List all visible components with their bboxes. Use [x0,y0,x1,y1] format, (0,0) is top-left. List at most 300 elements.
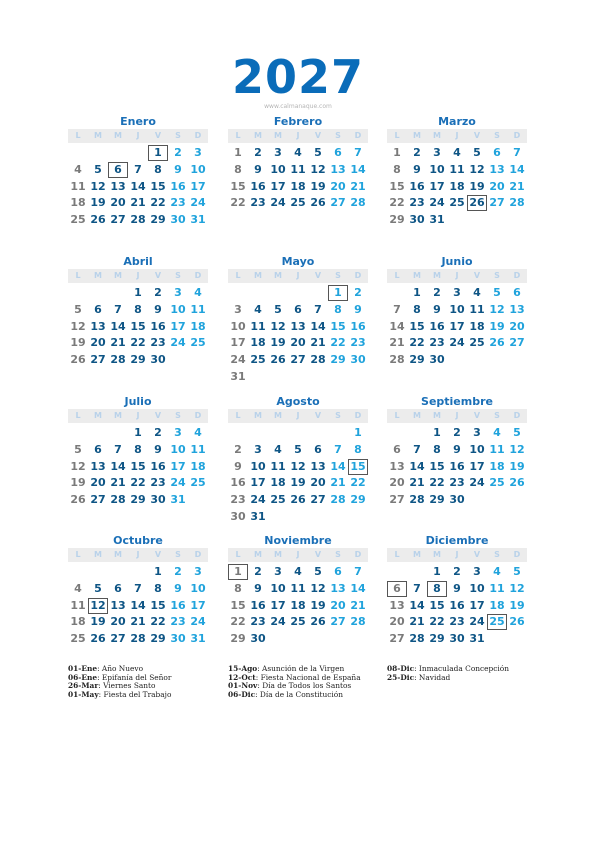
day-cell: 8 [433,442,441,456]
holiday-column [387,665,509,682]
day-cell: 28 [389,353,405,367]
weekday-label: L [75,550,81,559]
weekday-label: S [335,411,341,420]
day-cell: 13 [489,162,505,176]
day-cell: 14 [110,319,126,333]
day-cell: 15 [409,319,425,333]
day-cell: 17 [469,598,485,612]
day-cell: 28 [130,213,146,227]
day-cell: 13 [110,598,126,612]
weekday-label: J [136,411,140,420]
day-cell: 16 [250,598,266,612]
day-cell: 9 [254,162,262,176]
day-cell: 9 [453,581,461,595]
day-cell: 2 [254,146,262,159]
weekday-header [228,269,368,283]
day-cell: 30 [350,353,366,367]
day-cell: 2 [413,146,421,159]
day-cell: 8 [234,162,242,176]
day-cell: 30 [230,510,246,523]
holiday-name: Viernes Santo [103,681,156,691]
weekday-label: J [136,271,140,280]
month-block [68,534,208,674]
day-cell: 18 [190,459,206,473]
day-cell: 22 [389,196,405,210]
holiday-name: Epifanía del Señor [101,672,172,682]
weekday-label: M [413,550,421,559]
day-cell: 13 [330,162,346,176]
holiday-name: Inmaculada Concepción [418,664,509,673]
holiday-column [228,665,361,699]
day-cell: 2 [453,426,461,439]
day-cell: 7 [134,581,142,595]
day-cell: 2 [174,146,182,159]
day-cell: 31 [429,213,445,227]
day-cell: 5 [473,146,481,159]
day-cell: 20 [110,196,126,210]
day-cell: 18 [270,476,286,490]
day-cell: 10 [270,162,286,176]
day-cell: 15 [130,319,146,333]
day-cell: 23 [150,336,166,350]
weekday-label: L [394,271,400,280]
day-cell: 21 [409,476,425,490]
weekday-label: J [296,550,300,559]
weekday-label: J [455,550,459,559]
day-cell: 7 [114,302,122,316]
day-cell: 27 [509,336,525,350]
day-cell: 29 [409,353,425,367]
day-cell: 30 [150,493,166,507]
day-cell: 4 [493,565,501,578]
weekday-header [68,548,208,562]
weekday-header [68,409,208,423]
day-cell: 12 [509,581,525,595]
day-cell: 21 [130,615,146,629]
month-name: Julio [124,395,152,408]
day-cell: 14 [509,162,525,176]
day-cell: 22 [350,476,366,490]
weekday-label: S [175,550,181,559]
day-cell: 11 [70,179,86,193]
holiday-day-cell: 1 [148,145,168,161]
day-cell: 18 [70,196,86,210]
weekday-label: D [513,271,521,280]
weekday-label: S [335,131,341,140]
weekday-label: J [296,411,300,420]
day-cell: 6 [393,442,401,456]
weekday-label: L [235,271,241,280]
day-cell: 25 [70,632,86,646]
holiday-entry: 06-Ene: Epifanía del Señor [68,672,172,682]
day-cell: 6 [513,286,521,299]
month-block [228,534,368,674]
day-cell: 26 [90,213,106,227]
weekday-label: L [394,550,400,559]
weekday-header [387,129,527,143]
day-cell: 17 [270,179,286,193]
day-cell: 24 [250,493,266,507]
day-cell: 13 [389,459,405,473]
day-cell: 8 [154,581,162,595]
day-cell: 30 [170,213,186,227]
day-cell: 6 [114,581,122,595]
day-cell: 12 [489,302,505,316]
day-cell: 9 [234,459,242,473]
day-cell: 3 [453,286,461,299]
day-cell: 2 [433,286,441,299]
month-name: Enero [120,115,156,128]
day-cell: 26 [509,615,525,629]
day-cell: 20 [489,179,505,193]
holiday-day-cell: 25 [487,614,507,630]
day-cell: 11 [250,319,266,333]
day-cell: 26 [70,493,86,507]
day-cell: 5 [274,302,282,316]
day-cell: 3 [274,565,282,578]
holiday-date: 15-Ago [228,664,258,673]
day-cell: 22 [130,336,146,350]
day-cell: 30 [150,353,166,367]
day-cell: 3 [194,565,202,578]
weekday-label: M [254,550,262,559]
day-cell: 1 [234,146,242,159]
day-cell: 30 [409,213,425,227]
day-cell: 11 [270,459,286,473]
day-cell: 29 [429,632,445,646]
day-cell: 24 [429,196,445,210]
day-cell: 14 [110,459,126,473]
day-cell: 31 [230,370,246,383]
weekday-label: M [413,131,421,140]
weekday-label: V [314,411,322,420]
day-cell: 7 [354,565,362,578]
holiday-entry: 15-Ago: Asunción de la Virgen [228,664,345,673]
weekday-label: J [296,271,300,280]
weekday-label: D [354,411,362,420]
day-cell: 17 [449,319,465,333]
day-cell: 6 [94,442,102,456]
day-cell: 18 [290,598,306,612]
day-cell: 20 [330,598,346,612]
day-cell: 21 [110,336,126,350]
day-cell: 3 [174,286,182,299]
day-cell: 1 [134,286,142,299]
day-cell: 7 [393,302,401,316]
month-name: Agosto [276,395,320,408]
day-cell: 11 [290,581,306,595]
day-cell: 8 [134,442,142,456]
weekday-label: V [314,271,322,280]
day-cell: 1 [413,286,421,299]
day-cell: 26 [90,632,106,646]
day-cell: 19 [70,476,86,490]
weekday-label: J [136,550,140,559]
day-cell: 12 [90,179,106,193]
day-cell: 16 [170,179,186,193]
day-cell: 3 [473,565,481,578]
weekday-label: L [235,550,241,559]
weekday-label: D [354,131,362,140]
day-cell: 28 [350,615,366,629]
day-cell: 27 [110,632,126,646]
weekday-label: M [413,411,421,420]
day-cell: 27 [489,196,505,210]
day-cell: 17 [190,179,206,193]
day-cell: 17 [250,476,266,490]
day-cell: 9 [413,162,421,176]
day-cell: 22 [130,476,146,490]
day-cell: 29 [429,493,445,507]
day-cell: 29 [150,213,166,227]
day-cell: 10 [449,302,465,316]
day-cell: 12 [290,459,306,473]
day-cell: 6 [334,565,342,578]
day-cell: 10 [230,319,246,333]
day-cell: 22 [230,615,246,629]
day-cell: 23 [429,336,445,350]
day-cell: 24 [469,615,485,629]
day-cell: 29 [130,493,146,507]
day-cell: 21 [509,179,525,193]
weekday-header [387,269,527,283]
day-cell: 17 [469,459,485,473]
weekday-label: J [455,271,459,280]
day-cell: 11 [489,442,505,456]
day-cell: 25 [290,196,306,210]
weekday-header [228,548,368,562]
day-cell: 17 [429,179,445,193]
day-cell: 4 [194,286,202,299]
day-cell: 19 [290,476,306,490]
weekday-label: M [114,271,122,280]
weekday-label: J [455,411,459,420]
day-cell: 17 [170,459,186,473]
day-cell: 18 [70,615,86,629]
holiday-entry: 26-Mar: Viernes Santo [68,681,156,691]
weekday-label: M [254,411,262,420]
weekday-label: L [235,411,241,420]
day-cell: 20 [290,336,306,350]
day-cell: 30 [449,493,465,507]
day-cell: 7 [413,442,421,456]
day-cell: 14 [310,319,326,333]
day-cell: 25 [190,476,206,490]
day-cell: 8 [234,581,242,595]
day-cell: 15 [429,459,445,473]
month-block [228,395,368,535]
weekday-label: V [473,131,481,140]
day-cell: 23 [449,615,465,629]
day-cell: 5 [314,565,322,578]
holiday-name: Día de la Constitución [259,689,343,699]
day-cell: 4 [294,565,302,578]
day-cell: 29 [350,493,366,507]
day-cell: 15 [389,179,405,193]
day-cell: 16 [250,179,266,193]
day-cell: 5 [493,286,501,299]
day-cell: 23 [150,476,166,490]
weekday-header [228,409,368,423]
day-cell: 2 [354,286,362,299]
holiday-entry: 08-Dic: Inmaculada Concepción [387,664,509,673]
day-cell: 10 [250,459,266,473]
day-cell: 28 [110,353,126,367]
day-cell: 27 [90,493,106,507]
day-cell: 28 [330,493,346,507]
day-cell: 16 [409,179,425,193]
holiday-date: 01-May [68,689,99,699]
month-block [228,255,368,395]
holiday-day-cell: 26 [467,195,487,211]
holiday-name: Año Nuevo [101,664,144,673]
month-block [68,395,208,535]
day-cell: 22 [330,336,346,350]
month-name: Mayo [281,255,315,268]
day-cell: 22 [150,196,166,210]
month-name: Diciembre [425,534,489,547]
day-cell: 9 [254,581,262,595]
day-cell: 19 [469,179,485,193]
weekday-label: D [194,131,202,140]
day-cell: 24 [190,196,206,210]
holiday-name: Fiesta del Trabajo [103,689,172,699]
day-cell: 17 [270,598,286,612]
weekday-label: M [433,271,441,280]
day-cell: 15 [330,319,346,333]
day-cell: 20 [310,476,326,490]
day-cell: 29 [150,632,166,646]
weekday-label: D [194,550,202,559]
day-cell: 16 [449,598,465,612]
day-cell: 8 [154,162,162,176]
day-cell: 8 [393,162,401,176]
holiday-day-cell: 6 [108,162,128,178]
day-cell: 31 [250,510,266,523]
day-cell: 1 [433,426,441,439]
day-cell: 13 [330,581,346,595]
day-cell: 10 [190,162,206,176]
weekday-label: V [314,550,322,559]
holiday-entry: 12-Oct: Fiesta Nacional de España [228,672,361,682]
day-cell: 11 [449,162,465,176]
day-cell: 13 [290,319,306,333]
day-cell: 8 [413,302,421,316]
holiday-day-cell: 1 [328,285,348,301]
day-cell: 1 [154,565,162,578]
month-block [68,115,208,255]
day-cell: 12 [70,319,86,333]
weekday-label: L [75,271,81,280]
day-cell: 25 [290,615,306,629]
day-cell: 5 [314,146,322,159]
day-cell: 14 [130,179,146,193]
day-cell: 19 [70,336,86,350]
weekday-label: M [274,271,282,280]
weekday-label: S [494,271,500,280]
day-cell: 23 [170,615,186,629]
day-cell: 27 [389,632,405,646]
day-cell: 26 [310,615,326,629]
weekday-label: M [413,271,421,280]
day-cell: 28 [110,493,126,507]
weekday-label: M [114,131,122,140]
day-cell: 19 [509,598,525,612]
day-cell: 27 [389,493,405,507]
weekday-label: L [394,411,400,420]
day-cell: 4 [254,302,262,316]
day-cell: 9 [154,442,162,456]
weekday-label: D [194,411,202,420]
holiday-date: 26-Mar [68,681,99,691]
day-cell: 7 [134,162,142,176]
day-cell: 10 [190,581,206,595]
weekday-label: J [296,131,300,140]
holiday-date: 06-Dic [228,689,256,699]
day-cell: 18 [489,598,505,612]
day-cell: 15 [429,598,445,612]
weekday-label: M [114,550,122,559]
day-cell: 9 [453,442,461,456]
day-cell: 15 [230,598,246,612]
day-cell: 10 [170,302,186,316]
holiday-column [68,665,171,699]
month-name: Marzo [438,115,476,128]
weekday-label: D [194,271,202,280]
weekday-label: M [254,131,262,140]
day-cell: 14 [389,319,405,333]
holiday-day-cell: 12 [88,598,108,614]
day-cell: 30 [250,632,266,646]
holiday-day-cell: 1 [228,564,248,580]
day-cell: 14 [409,598,425,612]
holiday-entry: 01-Nov: Día de Todos los Santos [228,681,352,691]
day-cell: 24 [190,615,206,629]
day-cell: 14 [130,598,146,612]
weekday-label: M [433,550,441,559]
day-cell: 10 [170,442,186,456]
day-cell: 20 [90,336,106,350]
day-cell: 25 [469,336,485,350]
holiday-day-cell: 15 [348,459,368,475]
day-cell: 12 [469,162,485,176]
day-cell: 7 [114,442,122,456]
day-cell: 24 [449,336,465,350]
day-cell: 16 [150,319,166,333]
day-cell: 5 [513,426,521,439]
day-cell: 7 [334,442,342,456]
weekday-header [68,129,208,143]
day-cell: 18 [190,319,206,333]
day-cell: 31 [469,632,485,646]
day-cell: 23 [409,196,425,210]
day-cell: 15 [230,179,246,193]
day-cell: 2 [254,565,262,578]
day-cell: 13 [310,459,326,473]
weekday-header [228,129,368,143]
weekday-label: M [274,131,282,140]
holiday-day-cell: 8 [427,581,447,597]
weekday-header [387,548,527,562]
weekday-label: M [433,411,441,420]
day-cell: 11 [190,442,206,456]
day-cell: 21 [110,476,126,490]
weekday-label: S [494,550,500,559]
day-cell: 12 [70,459,86,473]
day-cell: 21 [350,598,366,612]
day-cell: 3 [433,146,441,159]
day-cell: 21 [409,615,425,629]
